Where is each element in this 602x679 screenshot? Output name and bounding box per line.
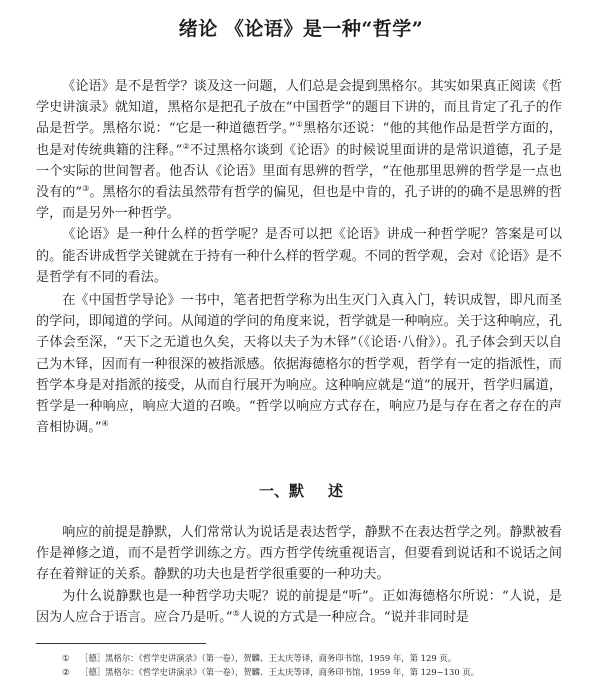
footnote-ref-1[interactable]: ① <box>295 120 303 130</box>
intro-p1-text-c: 不过黑格尔谈到《论语》的时候说里面讲的是常识道德，孔子是一个实际的世间智者。他否认《论语》里面有思辨的哲学，“在他那里思辨的哲学是一点也没有的” <box>36 142 563 201</box>
intro-body <box>36 76 562 438</box>
section-paragraph-1: 响应的前提是静默，人们常常认为说话是表达哲学，静默不在表达哲学之列。静默被看作是禅修之道，而不是哲学训练之方。西方哲学传统重视语言，但要看到说话和不说话之间存在着辩证的关系。静默的功夫也是哲学很重要的一种功夫。 <box>36 525 562 583</box>
intro-p1-text-b: 黑格尔还说：“他的其他作品是哲学方面的，也是对传统典籍的注释。” <box>36 121 563 158</box>
footnote-item-2 <box>62 665 562 679</box>
footnote-text-2: ［德］黑格尔：《哲学史讲演录》（第一卷），贺麟、王太庆等译，商务印书馆，1959 年，第 129~130 页。 <box>80 667 480 677</box>
footnotes <box>62 651 562 679</box>
section-body <box>36 522 562 628</box>
footnote-mark-2: ② <box>62 667 70 677</box>
section-heading <box>0 480 602 501</box>
intro-paragraph-1 <box>36 76 562 224</box>
footnote-item-1 <box>62 651 562 665</box>
intro-paragraph-3 <box>36 290 562 438</box>
intro-p1-text-a: 《论语》是不是哲学？谈及这一问题，人们总是会提到黑格尔。其实如果真正阅读《哲学史讲演录》就知道，黑格尔是把孔子放在“中国哲学”的题目下讲的，而且肯定了孔子的作品是哲学。黑格尔说：“它是一种道德哲学。” <box>36 79 562 137</box>
section-paragraph-2 <box>36 586 562 628</box>
intro-p2-text-cont: 《论语》是不是哲学有不同的看法。 <box>36 248 563 285</box>
section-number: 一、 <box>258 482 289 500</box>
footnote-text-1: ［德］黑格尔：《哲学史讲演录》（第一卷），贺麟、王太庆等译，商务印书馆，1959 年，第 129 页。 <box>80 653 457 663</box>
intro-p1-text-d: 。黑格尔的看法虽然带有哲学的偏见，但也是中肯的，孔子讲的的确不是思辨的哲学，而是另外一种哲学。 <box>36 185 563 222</box>
footnote-ref-5[interactable]: ⑤ <box>232 608 240 618</box>
footnote-ref-2[interactable]: ② <box>182 141 190 151</box>
section-title-char-2: 述 <box>328 482 344 500</box>
intro-p2-text: 《论语》是一种什么样的哲学呢？是否可以把《论语》讲成一种哲学呢？答案是可以的。能否讲成哲学关键就在于持有一种什么样的哲学观。不同的哲学观，会对 <box>36 227 562 264</box>
intro-p3-text: 在《中国哲学导论》一书中，笔者把哲学称为出生灭门入真入门，转识成智，即凡而圣的学问，即闻道的学问。从闻道的学问的角度来说，哲学就是一种响应。关于这种响应，孔子体会至深，“天下之无道也久矣，天将以夫子为木铎”（《论语·八佾》）。孔子体会到天以自己为木铎，因而有一种很深的被指派感。依据海德格尔的哲学观，哲学有一定的指派性，而哲学本身是对指派的接受，从而自行展开为响应。这种响应就是“道”的展开，哲学归属道，哲学是一种响应，响应大道的召唤。“哲学以响应方式存在，响应乃是与存在者之存在的声音相协调。” <box>36 293 562 436</box>
footnote-ref-4[interactable]: ④ <box>101 419 109 429</box>
intro-paragraph-2 <box>36 224 562 288</box>
footnote-ref-3[interactable]: ③ <box>82 184 90 194</box>
page-title: 绪论 《论语》是一种“哲学” <box>178 18 424 40</box>
footnote-mark-1: ① <box>62 653 70 663</box>
section-p2-text-b: 人说的方式是一种应合。“说并非同时是 <box>239 609 470 625</box>
section-title-char-1: 默 <box>288 482 304 500</box>
footnote-divider <box>36 643 206 644</box>
section-p2-text-a: 为什么说静默也是一种哲学功夫呢？说的前提是“听”。正如海德格尔所说：“人说，是因为人应合于语言。应合乃是听。” <box>36 588 562 625</box>
